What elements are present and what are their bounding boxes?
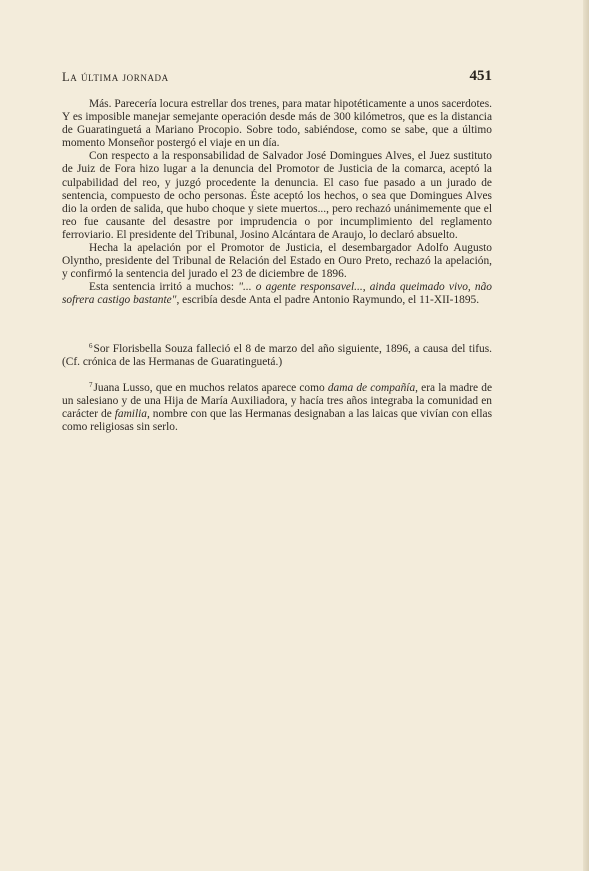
paragraph-4-lead: Esta sentencia irritó a muchos: — [89, 281, 239, 294]
footnote-6-text: Sor Florisbella Souza falleció el 8 de marzo del año siguiente, 1896, a causa del tifus. (Cf. crónica de las Hermanas de Guaratinguetá.) — [62, 343, 492, 369]
page-edge-shadow — [583, 0, 589, 871]
page-header — [62, 68, 492, 88]
footnote-7-marker: 7 — [89, 381, 93, 390]
footnote-7-italic-1: dama de compañía — [327, 382, 416, 395]
footnotes — [62, 340, 492, 445]
paragraph-4-tail: , escribía desde Anta el padre Antonio Raymundo, el 11-XII-1895. — [176, 294, 480, 307]
paragraph-4 — [62, 281, 492, 307]
running-title: La última jornada — [62, 70, 169, 84]
paragraph-1: Más. Parecería locura estrellar dos trenes, para matar hipotéticamente a unos sacerdotes. Y es imposible manejar semejante operación desde más de 300 kilómetros, que es la distancia de Guaratinguetá a Mariano Procopio. Sobre todo, sabiéndose, como se sabe, que a último momento Monseñor postergó el viaje en un día. — [62, 98, 492, 150]
footnote-7-italic-2: familia, — [114, 408, 150, 421]
footnote-7-tail: nombre con que las Hermanas designaban a las laicas que vivían con ellas como religiosas sin serlo. — [62, 408, 492, 434]
paragraph-2: Con respecto a la responsabilidad de Salvador José Domingues Alves, el Juez sustituto de Juiz de Fora hizo lugar a la denuncia del Promotor de Justicia de la comarca, aceptó la culpabilidad del reo, y juzgó procedente la denuncia. El caso fue pasado a un jurado de sentencia, compuesto de ocho personas. Éste aceptó los hechos, o sea que Domingues Alves dio la orden de salida, que hubo choque y siete muertos..., pero rechazó unánimemente que el reo fue causante del desastre por imprudencia o por incumplimiento del reglamento ferroviario. El presidente del Tribunal, Josino Alcántara de Araujo, lo declaró absuelto. — [62, 150, 492, 241]
footnote-7-lead: Juana Lusso, que en muchos relatos aparece como — [93, 382, 328, 395]
page-number: 451 — [469, 68, 492, 84]
footnote-6-marker: 6 — [89, 342, 93, 350]
footnote-7-mid: , era la madre de un salesiano y de una Hija de María Auxiliadora, y hacía tres años integraba la comunidad en carácter de — [62, 382, 492, 421]
paragraph-4-quote: "... o agente responsavel..., ainda queimado vivo, não sofrera castigo bastante" — [62, 281, 492, 307]
main-text — [62, 98, 492, 308]
footnote-6 — [62, 340, 492, 369]
footnote-7 — [62, 379, 492, 434]
paragraph-3: Hecha la apelación por el Promotor de Justicia, el desembargador Adolfo Augusto Olyntho, presidente del Tribunal de Relación del Estado en Ouro Preto, rechazó la apelación, y confirmó la sentencia del jurado el 23 de diciembre de 1896. — [62, 242, 492, 281]
